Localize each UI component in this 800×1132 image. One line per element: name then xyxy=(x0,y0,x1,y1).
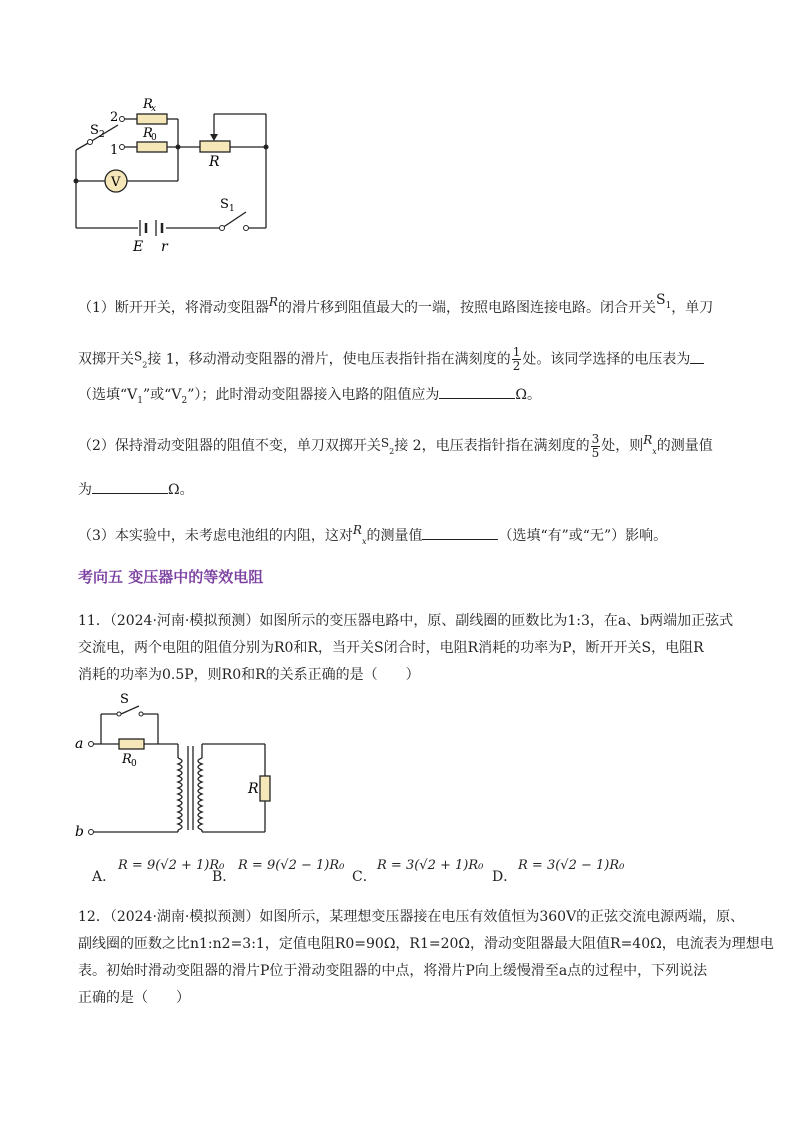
svg-text:2: 2 xyxy=(99,130,105,140)
label-b: b xyxy=(75,824,84,840)
svg-text:x: x xyxy=(151,104,157,114)
rheostat-r xyxy=(200,141,230,152)
secondary-coil-icon xyxy=(198,758,202,830)
battery-icon xyxy=(140,220,162,236)
label-r-q11: R xyxy=(248,781,259,797)
label-rx: R xyxy=(143,97,153,112)
label-s: S xyxy=(120,692,129,707)
blank-rheostat-resistance[interactable] xyxy=(439,384,515,399)
option-c[interactable]: C． xyxy=(352,869,377,885)
switch-s-arm xyxy=(121,706,139,714)
r0-resistor xyxy=(137,142,167,152)
q10-part1-line1: （1）断开开关，将滑动变阻器R的滑片移到阻值最大的一端，按照电路图连接电路。闭合开关$S_1$，单刀 xyxy=(78,292,714,316)
q12-line4: 正确的是（ ） xyxy=(78,990,190,1006)
q12-line2: 副线圈的匝数之比n1:n2=3:1，定值电阻R0=90Ω，R1=20Ω，滑动变阻器最大阻值R=40Ω，电流表为理想电 xyxy=(78,936,774,952)
option-a-formula: R = 9(√2 + 1)R₀ xyxy=(118,858,225,873)
label-position-1: 1 xyxy=(110,143,119,158)
option-d-formula: R = 3(√2 − 1)R₀ xyxy=(518,858,625,873)
primary-coil-icon xyxy=(178,758,182,830)
label-r: R xyxy=(209,154,220,170)
option-b-formula: R = 9(√2 − 1)R₀ xyxy=(238,858,345,873)
blank-rx-measurement[interactable] xyxy=(92,479,168,494)
label-r-internal: r xyxy=(161,239,168,255)
q11-line1: 11．（2024·河南·模拟预测）如图所示的变压器电路中，原、副线圈的匝数比为1:3，在a、b两端加正弦式 xyxy=(78,613,734,629)
option-b[interactable]: B． xyxy=(212,869,237,885)
blank-voltmeter-choice[interactable] xyxy=(690,349,704,364)
label-s2: S xyxy=(90,123,99,138)
r0-resistor-q11 xyxy=(119,739,144,749)
fraction-one-half: $\frac{1}{2}$ xyxy=(512,345,521,373)
option-d[interactable]: D． xyxy=(492,869,518,885)
q10-part2-line2: 为 Ω。 xyxy=(78,479,194,500)
q11-line3: 消耗的功率为0.5P，则R0和R的关系正确的是（ ） xyxy=(78,667,420,683)
option-c-formula: R = 3(√2 + 1)R₀ xyxy=(377,858,484,873)
svg-text:0: 0 xyxy=(151,133,157,143)
svg-text:0: 0 xyxy=(131,759,137,769)
q10-part3-line1: （3）本实验中，未考虑电池组的内阻，这对$R_x$的测量值 （选填“有”或“无”）影响。 xyxy=(78,523,668,546)
svg-text:1: 1 xyxy=(229,204,235,214)
label-r0-q11: R xyxy=(122,752,132,767)
rheostat-arrow-icon xyxy=(210,134,218,141)
q11-line2: 交流电，两个电阻的阻值分别为R0和R，当开关S闭合时，电阻R消耗的功率为P，断开开关S，电阻R xyxy=(78,640,704,656)
label-r0: R xyxy=(143,126,153,141)
label-a: a xyxy=(75,736,84,752)
fraction-three-fifths: $\frac{3}{5}$ xyxy=(591,431,600,460)
q10-part2-line1: （2）保持滑动变阻器的阻值不变，单刀双掷开关$S_2$接 2，电压表指针指在满刻度的 $\frac{3}{5}$ 处，则$R_x$的测量值 xyxy=(78,431,713,460)
q10-part1-line2: 双掷开关$S_2$接 1，移动滑动变阻器的滑片，使电压表指针指在满刻度的 $\frac{1}{2}$ 处。该同学选择的电压表为 xyxy=(78,346,704,375)
r-resistor-q11 xyxy=(260,776,270,801)
q10-part1-line3: （选填“$V_1$”或“$V_2$”）；此时滑动变阻器接入电路的阻值应为 Ω。 xyxy=(78,384,541,411)
blank-effect-choice[interactable] xyxy=(422,525,498,540)
q12-line1: 12．（2024·湖南·模拟预测）如图所示，某理想变压器接在电压有效值恒为360V的正弦交流电源两端，原、 xyxy=(78,909,745,925)
circuit-diagram-transformer xyxy=(70,690,280,840)
label-s1: S xyxy=(220,197,229,212)
option-a[interactable]: A． xyxy=(92,869,117,885)
label-position-2: 2 xyxy=(110,110,119,125)
circuit-diagram-1 xyxy=(60,88,290,263)
rx-resistor xyxy=(137,114,167,124)
section-title: 考向五 变压器中的等效电阻 xyxy=(78,568,264,586)
s1-switch-arm xyxy=(222,212,246,228)
voltmeter-label: V xyxy=(111,175,121,190)
q12-line3: 表。初始时滑动变阻器的滑片P位于滑动变阻器的中点，将滑片P向上缓慢滑至a点的过程中，下列说法 xyxy=(78,963,708,979)
label-e: E xyxy=(133,239,144,255)
